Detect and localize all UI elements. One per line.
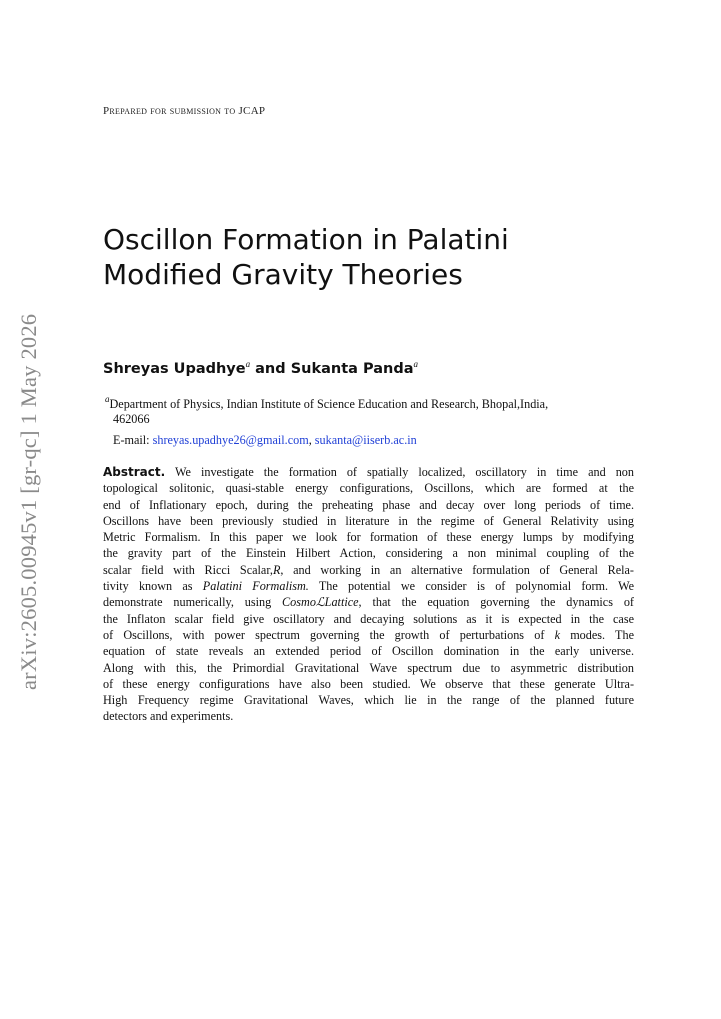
affiliation-line-1: Department of Physics, Indian Institute of Science Education and Research, Bhopal,India, (109, 397, 549, 411)
title-line-2: Modified Gravity Theories (103, 258, 463, 291)
abstract-line: High Frequency regime Gravitational Waves, which lie in the range of the planned future (103, 693, 634, 708)
abstract-line (103, 578, 634, 594)
abstract-line (103, 627, 634, 643)
emphasized-term: Palatini Formalism. (202, 579, 309, 594)
affiliation-marker: a (105, 394, 110, 404)
email-line (113, 433, 417, 448)
abstract-text: of Oscillons, with power spectrum governing the growth of perturbations of (103, 627, 555, 642)
author-name: Shreyas Upadhye (103, 361, 246, 377)
abstract-text: tivity known as (103, 579, 203, 594)
abstract-text: We investigate the formation of spatially localized, oscillatory in time and non (165, 465, 634, 479)
arxiv-identifier-stamp: arXiv:2605.00945v1 [gr-qc] 1 May 2026 (16, 313, 41, 690)
email-link-upadhye[interactable]: shreyas.upadhye26@gmail.com (152, 433, 309, 447)
abstract-line: Metric Formalism. In this paper we look for formation of these energy lumps by modifying (103, 530, 634, 545)
affiliation-line-2: 462066 (113, 412, 150, 426)
abstract-label: Abstract. (103, 465, 166, 479)
author-name: Sukanta Panda (290, 361, 414, 377)
author-list (103, 359, 418, 377)
abstract-line: topological solitonic, quasi-stable energy configurations, Oscillons, which are formed at the (103, 481, 634, 496)
abstract-text: modes. The (560, 627, 634, 642)
abstract-text: , and working in an alternative formulation of General Rela- (280, 562, 634, 577)
affiliation (105, 392, 635, 427)
abstract-line: Along with this, the Primordial Gravitational Wave spectrum due to asymmetric distribution (103, 660, 634, 675)
email-label: E-mail: (113, 433, 153, 447)
abstract-line: detectors and experiments. (103, 709, 234, 724)
math-symbol: k (554, 627, 561, 642)
abstract-text: demonstrate numerically, using (103, 595, 283, 610)
abstract-line (103, 594, 634, 610)
abstract-line: the gravity part of the Einstein Hilbert Action, considering a non minimal coupling of the (103, 546, 634, 561)
abstract-line: the Inflaton scalar field give oscillatory and decaying solutions as it is expected in the case (103, 611, 634, 626)
abstract-line: of these energy configurations have also been studied. We observe that these generate Ultra- (103, 676, 634, 691)
abstract (103, 464, 634, 725)
abstract-text: The potential we consider is of polynomial form. We (308, 579, 635, 594)
abstract-line: end of Inflationary epoch, during the preheating phase and decay over long periods of time. (103, 497, 634, 512)
abstract-text: , that the equation governing the dynamics of (358, 595, 634, 610)
submission-note: Prepared for submission to JCAP (103, 105, 266, 117)
email-link-panda[interactable]: sukanta@iiserb.ac.in (314, 433, 417, 447)
abstract-text: scalar field with Ricci Scalar, (103, 562, 273, 577)
abstract-line (103, 562, 634, 578)
author-conjunction: and (250, 361, 291, 377)
abstract-line (103, 464, 634, 480)
software-name: CosmoℒLattice (282, 595, 359, 610)
email-separator: , (308, 433, 315, 447)
paper-title (103, 222, 643, 292)
affiliation-marker: a (413, 359, 418, 369)
title-line-1: Oscillon Formation in Palatini (103, 223, 509, 256)
abstract-line: equation of state reveals an extended period of Oscillon domination in the early universe. (103, 644, 634, 659)
abstract-line: Oscillons have been previously studied in literature in the regime of General Relativity using (103, 513, 634, 528)
affiliation-marker: a (245, 359, 251, 369)
math-symbol: R (272, 562, 281, 577)
